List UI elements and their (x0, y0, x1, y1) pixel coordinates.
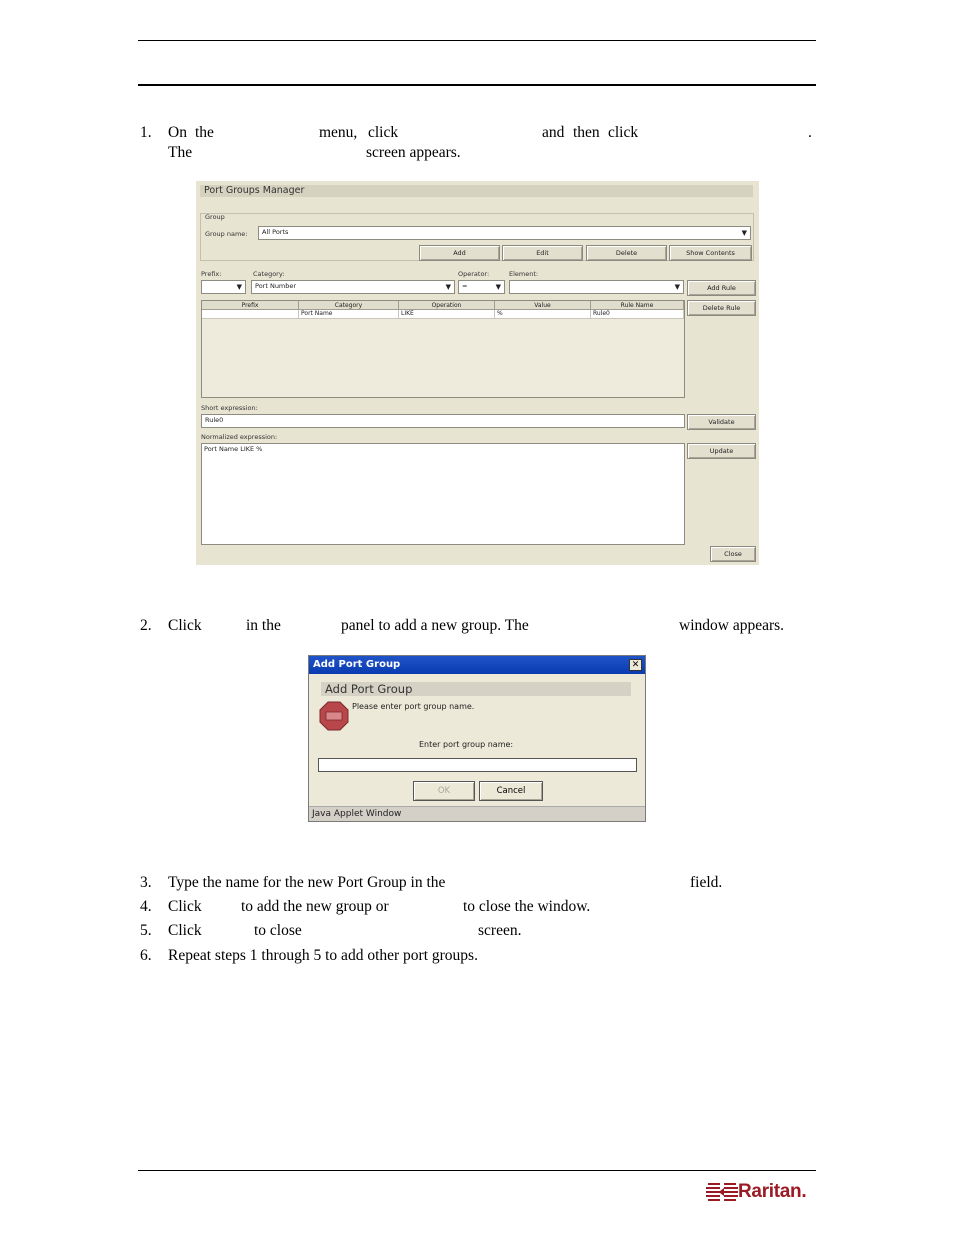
column-header[interactable]: Prefix (202, 301, 299, 310)
dialog-message: Please enter port group name. (352, 702, 475, 711)
group-name-dropdown[interactable] (258, 226, 751, 240)
dropdown-arrow-icon: ▼ (236, 283, 242, 291)
add-port-group-dialog (308, 655, 646, 822)
step-number: 2. (140, 617, 152, 634)
step-text: to close the window. (463, 898, 591, 915)
step-text: then (573, 124, 600, 141)
dialog-title: Add Port Group (313, 659, 401, 670)
delete-button[interactable]: Delete (586, 245, 667, 261)
dropdown-arrow-icon: ▼ (674, 283, 680, 291)
operator-value: = (462, 282, 468, 290)
port-group-name-input[interactable] (318, 758, 637, 772)
cancel-button[interactable]: Cancel (479, 781, 543, 801)
column-header[interactable]: Operation (399, 301, 495, 310)
step-text: click (608, 124, 639, 141)
delete-rule-button[interactable]: Delete Rule (687, 300, 756, 316)
close-button[interactable]: Close (710, 546, 756, 562)
step-text: menu, (319, 124, 358, 141)
validate-button[interactable]: Validate (687, 414, 756, 430)
step-text: Click (168, 898, 202, 915)
step-text: Click (168, 922, 202, 939)
logo-text: Raritan. (738, 1181, 807, 1202)
status-bar: Java Applet Window (309, 806, 645, 821)
header-rule-bottom (138, 84, 816, 86)
add-button[interactable]: Add (419, 245, 500, 261)
short-expression-label: Short expression: (201, 404, 258, 412)
table-cell: LIKE (399, 310, 495, 319)
step-number: 6. (140, 947, 152, 964)
step-text: to add the new group or (241, 898, 389, 915)
category-dropdown[interactable] (251, 280, 455, 294)
dialog-header: Add Port Group (321, 682, 631, 696)
category-label: Category: (253, 270, 285, 278)
step-text: The (168, 144, 193, 161)
step-text: . (808, 124, 812, 141)
step-text: field. (690, 874, 723, 891)
dropdown-arrow-icon: ▼ (445, 283, 451, 291)
dropdown-arrow-icon: ▼ (741, 229, 747, 237)
table-cell: Rule0 (591, 310, 684, 319)
step-number: 5. (140, 922, 152, 939)
step-text: window appears. (679, 617, 785, 634)
operator-label: Operator: (458, 270, 490, 278)
prefix-label: Prefix: (201, 270, 222, 278)
short-expression-input[interactable]: Rule0 (201, 414, 685, 428)
column-header[interactable]: Category (299, 301, 399, 310)
step-text: click (368, 124, 399, 141)
step-text: Type the name for the new Port Group in the (168, 874, 446, 891)
header-rule-top (138, 40, 816, 41)
footer-rule (138, 1170, 816, 1171)
ok-button[interactable]: OK (413, 781, 475, 801)
rules-table (201, 300, 685, 398)
table-cell: Port Name (299, 310, 399, 319)
stop-sign-icon (319, 701, 349, 731)
step-number: 1. (140, 124, 152, 141)
element-label: Element: (509, 270, 539, 278)
edit-button[interactable]: Edit (502, 245, 583, 261)
step-text: to close (254, 922, 302, 939)
step-text: On (168, 124, 187, 141)
dropdown-arrow-icon: ▼ (495, 283, 501, 291)
group-name-label: Group name: (205, 230, 248, 238)
category-value: Port Number (255, 282, 297, 290)
prefix-dropdown[interactable] (201, 280, 246, 294)
table-row[interactable] (202, 310, 684, 319)
group-label: Group (205, 213, 225, 221)
dialog-prompt: Enter port group name: (419, 740, 514, 749)
table-header (202, 301, 684, 310)
show-contents-button[interactable]: Show Contents (669, 245, 752, 261)
window-title: Port Groups Manager (200, 185, 753, 197)
table-cell (202, 310, 299, 319)
close-icon[interactable]: ✕ (629, 659, 642, 671)
step-text: Repeat steps 1 through 5 to add other port groups. (168, 947, 478, 964)
step-text: screen appears. (366, 144, 461, 161)
normalized-expression-textarea[interactable]: Port Name LIKE % (201, 443, 685, 545)
raritan-logo-icon (706, 1182, 738, 1202)
step-number: 3. (140, 874, 152, 891)
add-rule-button[interactable]: Add Rule (687, 280, 756, 296)
port-groups-manager-screenshot (196, 181, 759, 565)
step-text: and (542, 124, 565, 141)
column-header[interactable]: Rule Name (591, 301, 684, 310)
step-text: Click (168, 617, 202, 634)
update-button[interactable]: Update (687, 443, 756, 459)
raritan-logo (706, 1178, 814, 1206)
group-name-value: All Ports (262, 228, 289, 236)
step-text: panel to add a new group. The (341, 617, 529, 634)
normalized-expression-label: Normalized expression: (201, 433, 278, 441)
table-cell: % (495, 310, 591, 319)
step-text: the (195, 124, 214, 141)
step-text: screen. (478, 922, 522, 939)
column-header[interactable]: Value (495, 301, 591, 310)
element-dropdown[interactable] (509, 280, 684, 294)
step-text: in the (246, 617, 281, 634)
dialog-title-bar[interactable] (309, 656, 645, 674)
step-number: 4. (140, 898, 152, 915)
operator-dropdown[interactable] (458, 280, 505, 294)
